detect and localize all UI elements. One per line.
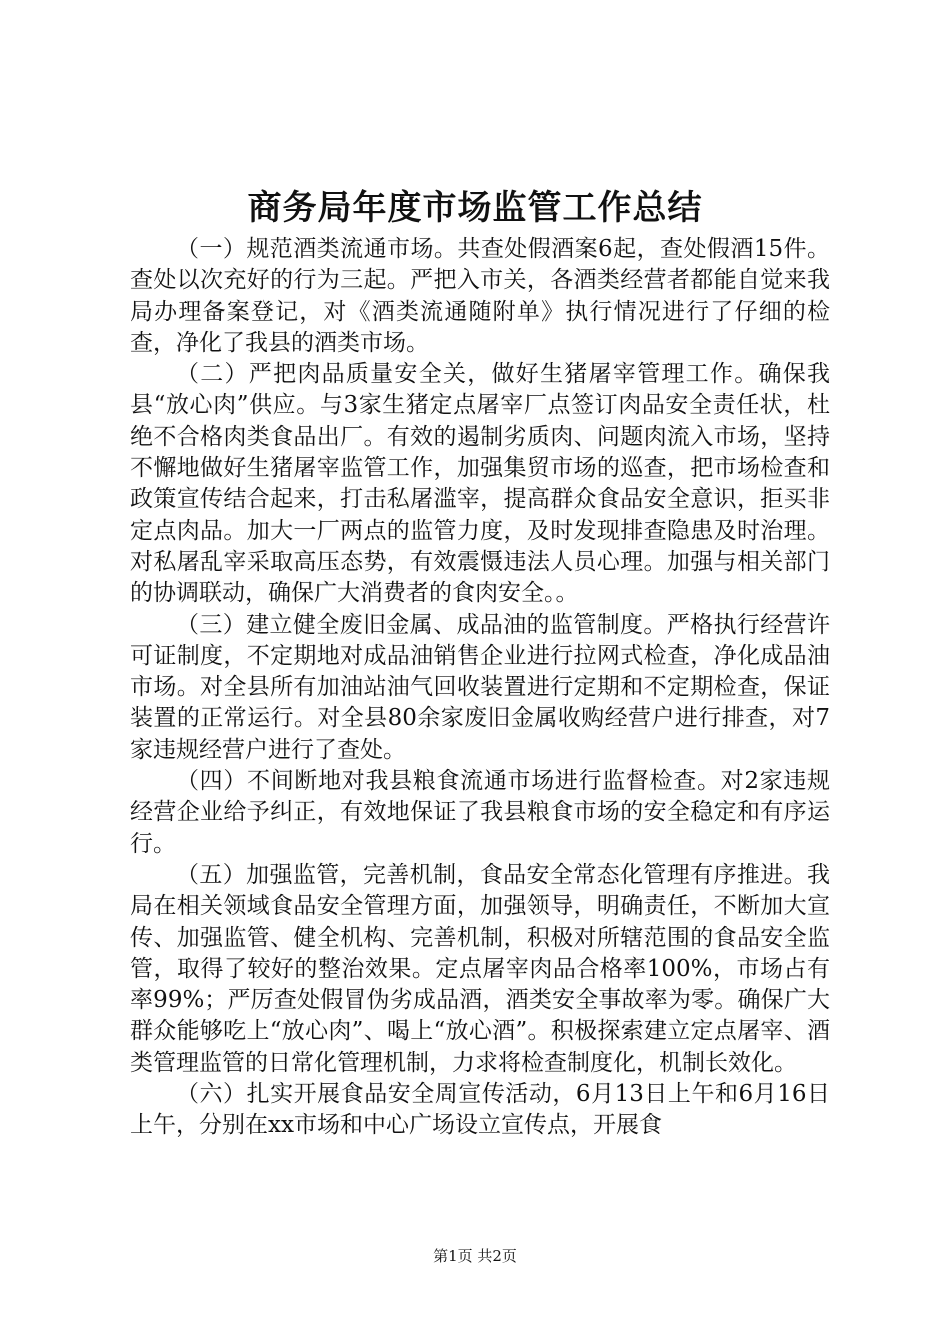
paragraph-3: （三）建立健全废旧金属、成品油的监管制度。严格执行经营许可证制度，不定期地对成品油销售企业进行拉网式检查，净化成品油市场。对全县所有加油站油气回收装置进行定期和不定期检查，保证装置的正常运行。对全县80余家废旧金属收购经营户进行排查，对7家违规经营户进行了查处。 — [130, 611, 830, 763]
document-body — [130, 234, 830, 1142]
paragraph-4: （四）不间断地对我县粮食流通市场进行监督检查。对2家违规经营企业给予纠正，有效地保证了我县粮食市场的安全稳定和有序运行。 — [130, 768, 830, 857]
paragraph-1: （一）规范酒类流通市场。共查处假酒案6起，查处假酒15件。查处以次充好的行为三起。严把入市关，各酒类经营者都能自觉来我局办理备案登记，对《酒类流通随附单》执行情况进行了仔细的检查，净化了我县的酒类市场。 — [130, 236, 830, 356]
paragraph-2: （二）严把肉品质量安全关，做好生猪屠宰管理工作。确保我县“放心肉”供应。与3家生猪定点屠宰厂点签订肉品安全责任状，杜绝不合格肉类食品出厂。有效的遏制劣质肉、问题肉流入市场，坚持不懈地做好生猪屠宰监管工作，加强集贸市场的巡查，把市场检查和政策宣传结合起来，打击私屠滥宰，提高群众食品安全意识，拒买非定点肉品。加大一厂两点的监管力度，及时发现排查隐患及时治理。对私屠乱宰采取高压态势，有效震慑违法人员心理。加强与相关部门的协调联动，确保广大消费者的食肉安全。。 — [130, 361, 830, 607]
paragraph-5: （五）加强监管，完善机制，食品安全常态化管理有序推进。我局在相关领域食品安全管理方面，加强领导，明确责任，不断加大宣传、加强监管、健全机构、完善机制，积极对所辖范围的食品安全监管，取得了较好的整治效果。定点屠宰肉品合格率100%，市场占有率99%；严厉查处假冒伪劣成品酒，酒类安全事故率为零。确保广大群众能够吃上“放心肉”、喝上“放心酒”。积极探索建立定点屠宰、酒类管理监管的日常化管理机制，力求将检查制度化，机制长效化。 — [130, 861, 830, 1076]
page-footer: 第1页 共2页 — [433, 1247, 517, 1265]
paragraph-6: （六）扎实开展食品安全周宣传活动，6月13日上午和6月16日上午，分别在xx市场和中心广场设立宣传点，开展食 — [130, 1081, 830, 1139]
document-title: 商务局年度市场监管工作总结 — [247, 188, 703, 228]
